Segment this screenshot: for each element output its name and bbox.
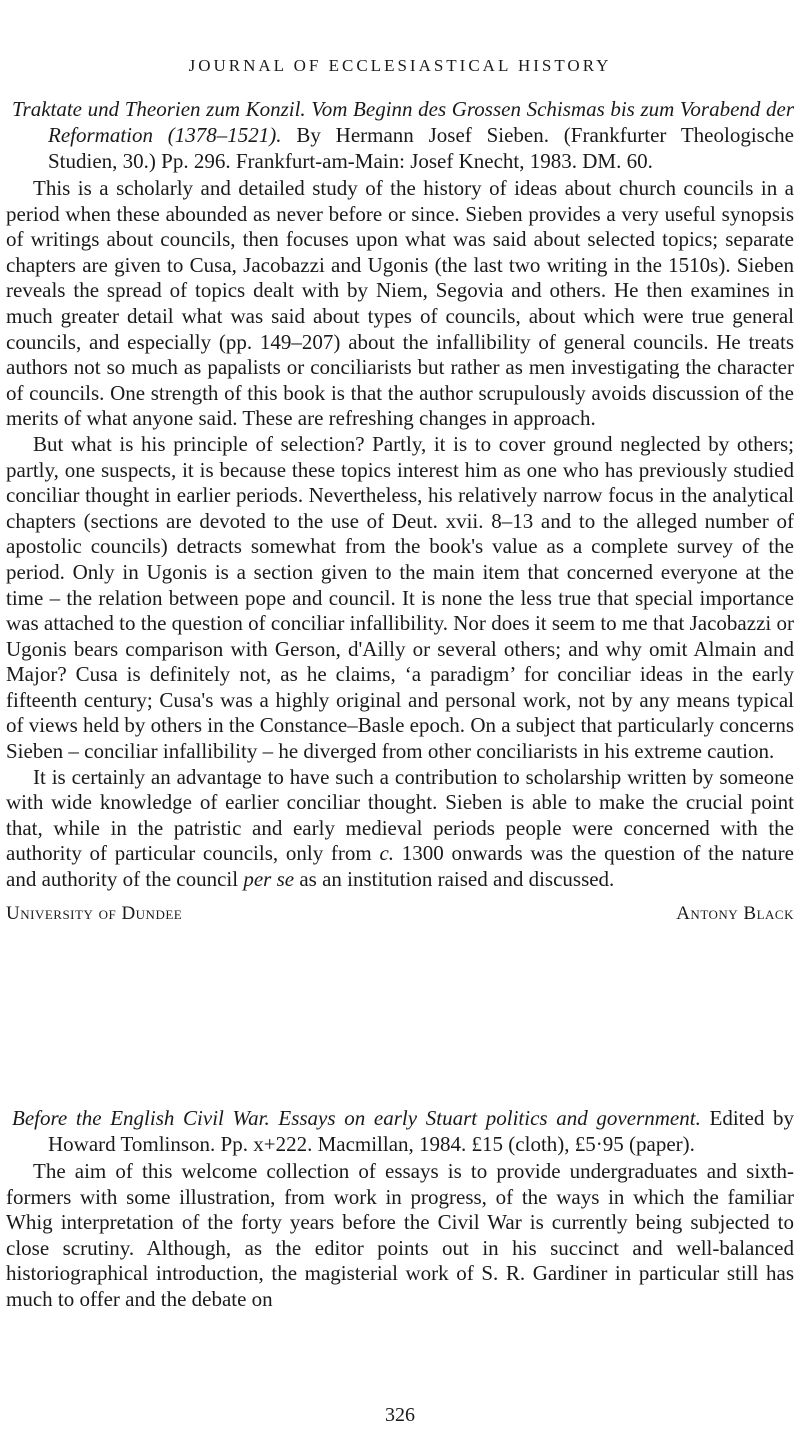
book-details: Edited by Howard Tomlinson. Pp. x+222. Macmillan, 1984. £15 (cloth), £5·95 (paper).: [48, 1106, 794, 1156]
page-number: 326: [385, 1404, 415, 1426]
reviewer-affiliation: University of Dundee: [6, 902, 183, 924]
review-signature: [6, 903, 794, 925]
review-citation: [6, 96, 794, 174]
book-title: Before the English Civil War. Essays on early Stuart politics and government.: [12, 1106, 701, 1130]
review-paragraph: But what is his principle of selection? Partly, it is to cover ground neglected by others; partly, one suspects, it is because these topics interest him as one who has previously studied conciliar thought in earlier periods. Nevertheless, his relatively narrow focus in the analytical chapters (sections are devoted to the use of Deut. xvii. 8–13 and to the alleged number of apostolic councils) detracts somewhat from the book's value as a complete survey of the period. Only in Ugonis is a section given to the main item that concerned everyone at the time – the relation between pope and council. It is none the less true that special importance was attached to the question of conciliar infallibility. Nor does it seem to me that Jacobazzi or Ugonis bears comparison with Gerson, d'Ailly or several others; and why omit Almain and Major? Cusa is definitely not, as he claims, ‘a paradigm’ for conciliar ideas in the early fifteenth century; Cusa's was a highly original and personal work, not by any means typical of views held by others in the Constance–Basle epoch. On a subject that particularly concerns Sieben – conciliar infallibility – he diverged from other conciliarists in his extreme caution.: [6, 431, 794, 764]
circa-abbrev: c.: [379, 841, 395, 866]
running-head: JOURNAL OF ECCLESIASTICAL HISTORY: [188, 56, 612, 75]
review-paragraph: The aim of this welcome collection of essays is to provide undergraduates and sixth-formers with some illustration, from work in progress, of the ways in which the familiar Whig interpretation of the forty years before the Civil War is currently being subjected to close scrutiny. Although, as the editor points out in his succinct and well-balanced historiographical introduction, the magisterial work of S. R. Gardiner in particular still has much to offer and the debate on: [6, 1159, 794, 1311]
book-details: By Hermann Josef Sieben. (Frankfurter Theologische Studien, 30.) Pp. 296. Frankfurt-am-Main: Josef Knecht, 1983. DM. 60.: [48, 123, 794, 173]
reviewer-name: Antony Black: [676, 902, 794, 924]
review-paragraph: This is a scholarly and detailed study of the history of ideas about church councils in a period when these abounded as never before or since. Sieben provides a very useful synopsis of writings about councils, then focuses upon what was said about selected topics; separate chapters are given to Cusa, Jacobazzi and Ugonis (the last two writing in the 1510s). Sieben reveals the spread of topics dealt with by Niem, Segovia and others. He then examines in much greater detail what was said about types of councils, about which were true general councils, and especially (pp. 149–207) about the infallibility of general councils. He treats authors not so much as papalists or conciliarists but rather as men investigating the character of councils. One strength of this book is that the author scrupulously avoids discussion of the merits of what anyone said. These are refreshing changes in approach.: [6, 176, 794, 431]
review-citation: [6, 1105, 794, 1157]
review-paragraph: [6, 765, 794, 893]
book-review-tomlinson: [6, 1105, 794, 1313]
paragraph-text: 1300 onwards was the question of the nature and authority of the council: [6, 841, 795, 892]
book-review-sieben: [6, 96, 794, 925]
paragraph-text: It is certainly an advantage to have such a contribution to scholarship written by someone with wide knowledge of earlier conciliar thought. Sieben is able to make the crucial point that, while in the patristic and early medieval periods people were concerned with the authority of particular councils, only from: [6, 764, 794, 866]
book-title: Traktate und Theorien zum Konzil. Vom Beginn des Grossen Schismas bis zum Vorabend der Reformation (1378–1521).: [12, 97, 794, 147]
paragraph-text: as an institution raised and discussed.: [294, 867, 615, 892]
per-se-phrase: per se: [243, 867, 295, 892]
